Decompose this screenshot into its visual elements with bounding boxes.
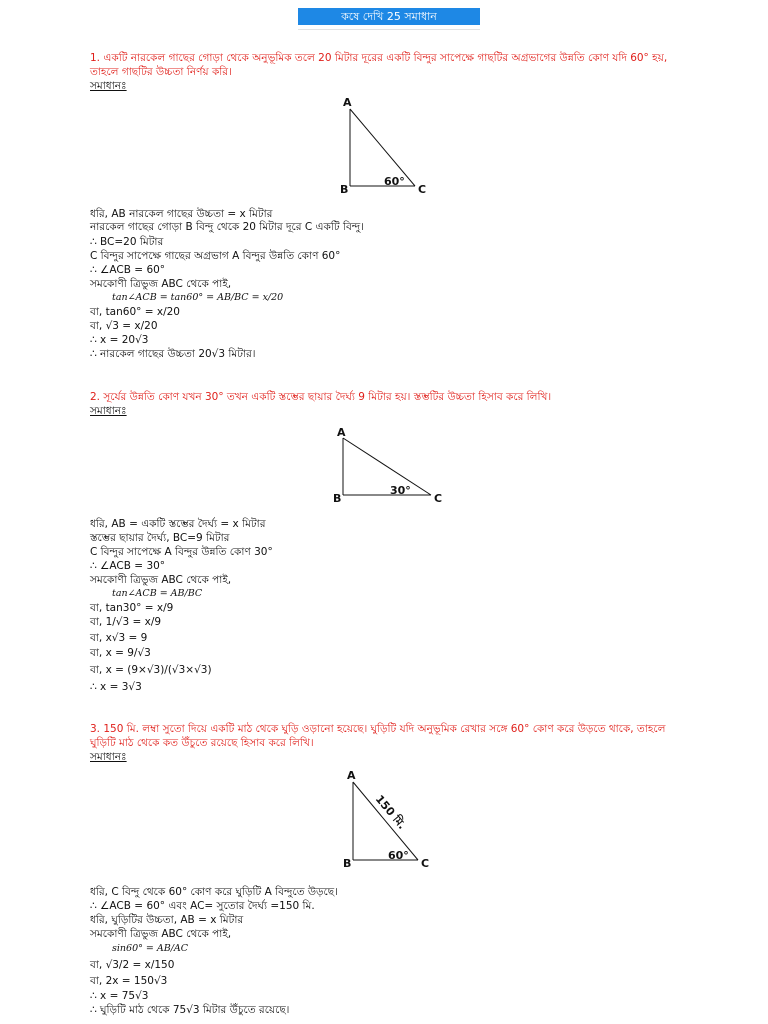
step-3-9: ∴ ঘুড়িটি মাঠ থেকে 75√3 মিটার উঁচুতে রয়েছে। <box>90 1004 290 1016</box>
triangle-figure-3 <box>338 768 448 873</box>
question-3: 3. 150 মি. লম্বা সুতো দিয়ে একটি মাঠ থেকে ঘুড়ি ওড়ানো হয়েছে। ঘুড়িটি যদি অনুভূমিক রেখার সঙ্গে 60° কোণ করে উড়তে থাকে, তাহলে ঘুড়িটি মাঠ থেকে কত উঁচুতে রয়েছে হিসাব করে লিখি। <box>90 723 666 749</box>
question-2: 2. সূর্যের উন্নতি কোণ যখন 30° তখন একটি স্তম্ভের ছায়ার দৈর্ঘ্য 9 মিটার হয়। স্তম্ভটির উচ্চতা হিসাব করে লিখি। <box>90 391 552 403</box>
vertex-c-2: C <box>434 492 443 505</box>
step-1-3: ∴ BC=20 মিটার <box>90 236 164 248</box>
step-3-3: ধরি, ঘুড়িটির উচ্চতা, AB = x মিটার <box>90 914 244 926</box>
side-ac-2 <box>343 438 431 495</box>
solution-label-2: সমাধানঃ <box>90 405 127 417</box>
solution-label-3: সমাধানঃ <box>90 751 127 763</box>
step-1-11: ∴ নারকেল গাছের উচ্চতা 20√3 মিটার। <box>90 348 256 360</box>
step-1-2: নারকেল গাছের গোড়া B বিন্দু থেকে 20 মিটার দূরে C একটি বিন্দু। <box>90 221 364 233</box>
step-1-1: ধরি, AB নারকেল গাছের উচ্চতা = x মিটার <box>90 208 273 220</box>
step-2-10: বা, x = 9/√3 <box>90 647 151 659</box>
angle-label-3: 60° <box>388 849 409 862</box>
step-2-4: ∴ ∠ACB = 30° <box>90 560 166 572</box>
triangle-figure-2 <box>328 425 453 510</box>
triangle-figure-1 <box>335 95 445 200</box>
step-3-4: সমকোণী ত্রিভুজ ABC থেকে পাই, <box>90 928 232 940</box>
vertex-b-1: B <box>340 183 349 196</box>
step-2-8: বা, 1/√3 = x/9 <box>90 616 162 628</box>
step-1-8: বা, tan60° = x/20 <box>90 306 180 318</box>
step-3-6: বা, √3/2 = x/150 <box>90 959 175 971</box>
step-2-9: বা, x√3 = 9 <box>90 632 148 644</box>
page-title: কষে দেখি 25 সমাধান <box>298 8 480 25</box>
question-1: 1. একটি নারকেল গাছের গোড়া থেকে অনুভূমিক তলে 20 মিটার দূরের একটি বিন্দুর সাপেক্ষে গাছটির অগ্রভাগের উন্নতি কোণ যদি 60° হয়, তাহলে গাছটির উচ্চতা নির্ণয় করি। <box>90 52 668 78</box>
vertex-a-2: A <box>337 426 346 439</box>
vertex-c-1: C <box>418 183 427 196</box>
step-1-9: বা, √3 = x/20 <box>90 320 158 332</box>
step-2-2: স্তম্ভের ছায়ার দৈর্ঘ্য, BC=9 মিটার <box>90 532 230 544</box>
step-3-5: sin60° = AB/AC <box>112 943 189 954</box>
step-2-12: ∴ x = 3√3 <box>90 681 142 693</box>
vertex-b-3: B <box>343 857 352 870</box>
vertex-c-3: C <box>421 857 430 870</box>
vertex-a-1: A <box>343 96 352 109</box>
hypotenuse-label-3: 150 মি. <box>372 792 409 832</box>
step-2-7: বা, tan30° = x/9 <box>90 602 174 614</box>
step-3-2: ∴ ∠ACB = 60° এবং AC= সুতোর দৈর্ঘ্য =150 মি. <box>90 900 315 912</box>
vertex-b-2: B <box>333 492 342 505</box>
angle-label-2: 30° <box>390 484 411 497</box>
step-3-8: ∴ x = 75√3 <box>90 990 149 1002</box>
step-2-5: সমকোণী ত্রিভুজ ABC থেকে পাই, <box>90 574 232 586</box>
side-ac-1 <box>350 109 415 186</box>
step-2-11: বা, x = (9×√3)/(√3×√3) <box>90 664 212 676</box>
step-1-10: ∴ x = 20√3 <box>90 334 149 346</box>
angle-label-1: 60° <box>384 175 405 188</box>
vertex-a-3: A <box>347 769 356 782</box>
step-3-1: ধরি, C বিন্দু থেকে 60° কোণ করে ঘুড়িটি A বিন্দুতে উড়ছে। <box>90 886 338 898</box>
solution-label-1: সমাধানঃ <box>90 80 127 92</box>
step-1-5: ∴ ∠ACB = 60° <box>90 264 166 276</box>
step-2-6: tan∠ACB = AB/BC <box>112 588 203 599</box>
step-3-7: বা, 2x = 150√3 <box>90 975 168 987</box>
title-divider <box>298 29 480 30</box>
step-1-6: সমকোণী ত্রিভুজ ABC থেকে পাই, <box>90 278 232 290</box>
step-1-7: tan∠ACB = tan60° = AB/BC = x/20 <box>112 292 284 303</box>
step-2-1: ধরি, AB = একটি স্তম্ভের দৈর্ঘ্য = x মিটার <box>90 518 266 530</box>
step-1-4: C বিন্দুর সাপেক্ষে গাছের অগ্রভাগ A বিন্দুর উন্নতি কোণ 60° <box>90 250 341 262</box>
step-2-3: C বিন্দুর সাপেক্ষে A বিন্দুর উন্নতি কোণ 30° <box>90 546 273 558</box>
